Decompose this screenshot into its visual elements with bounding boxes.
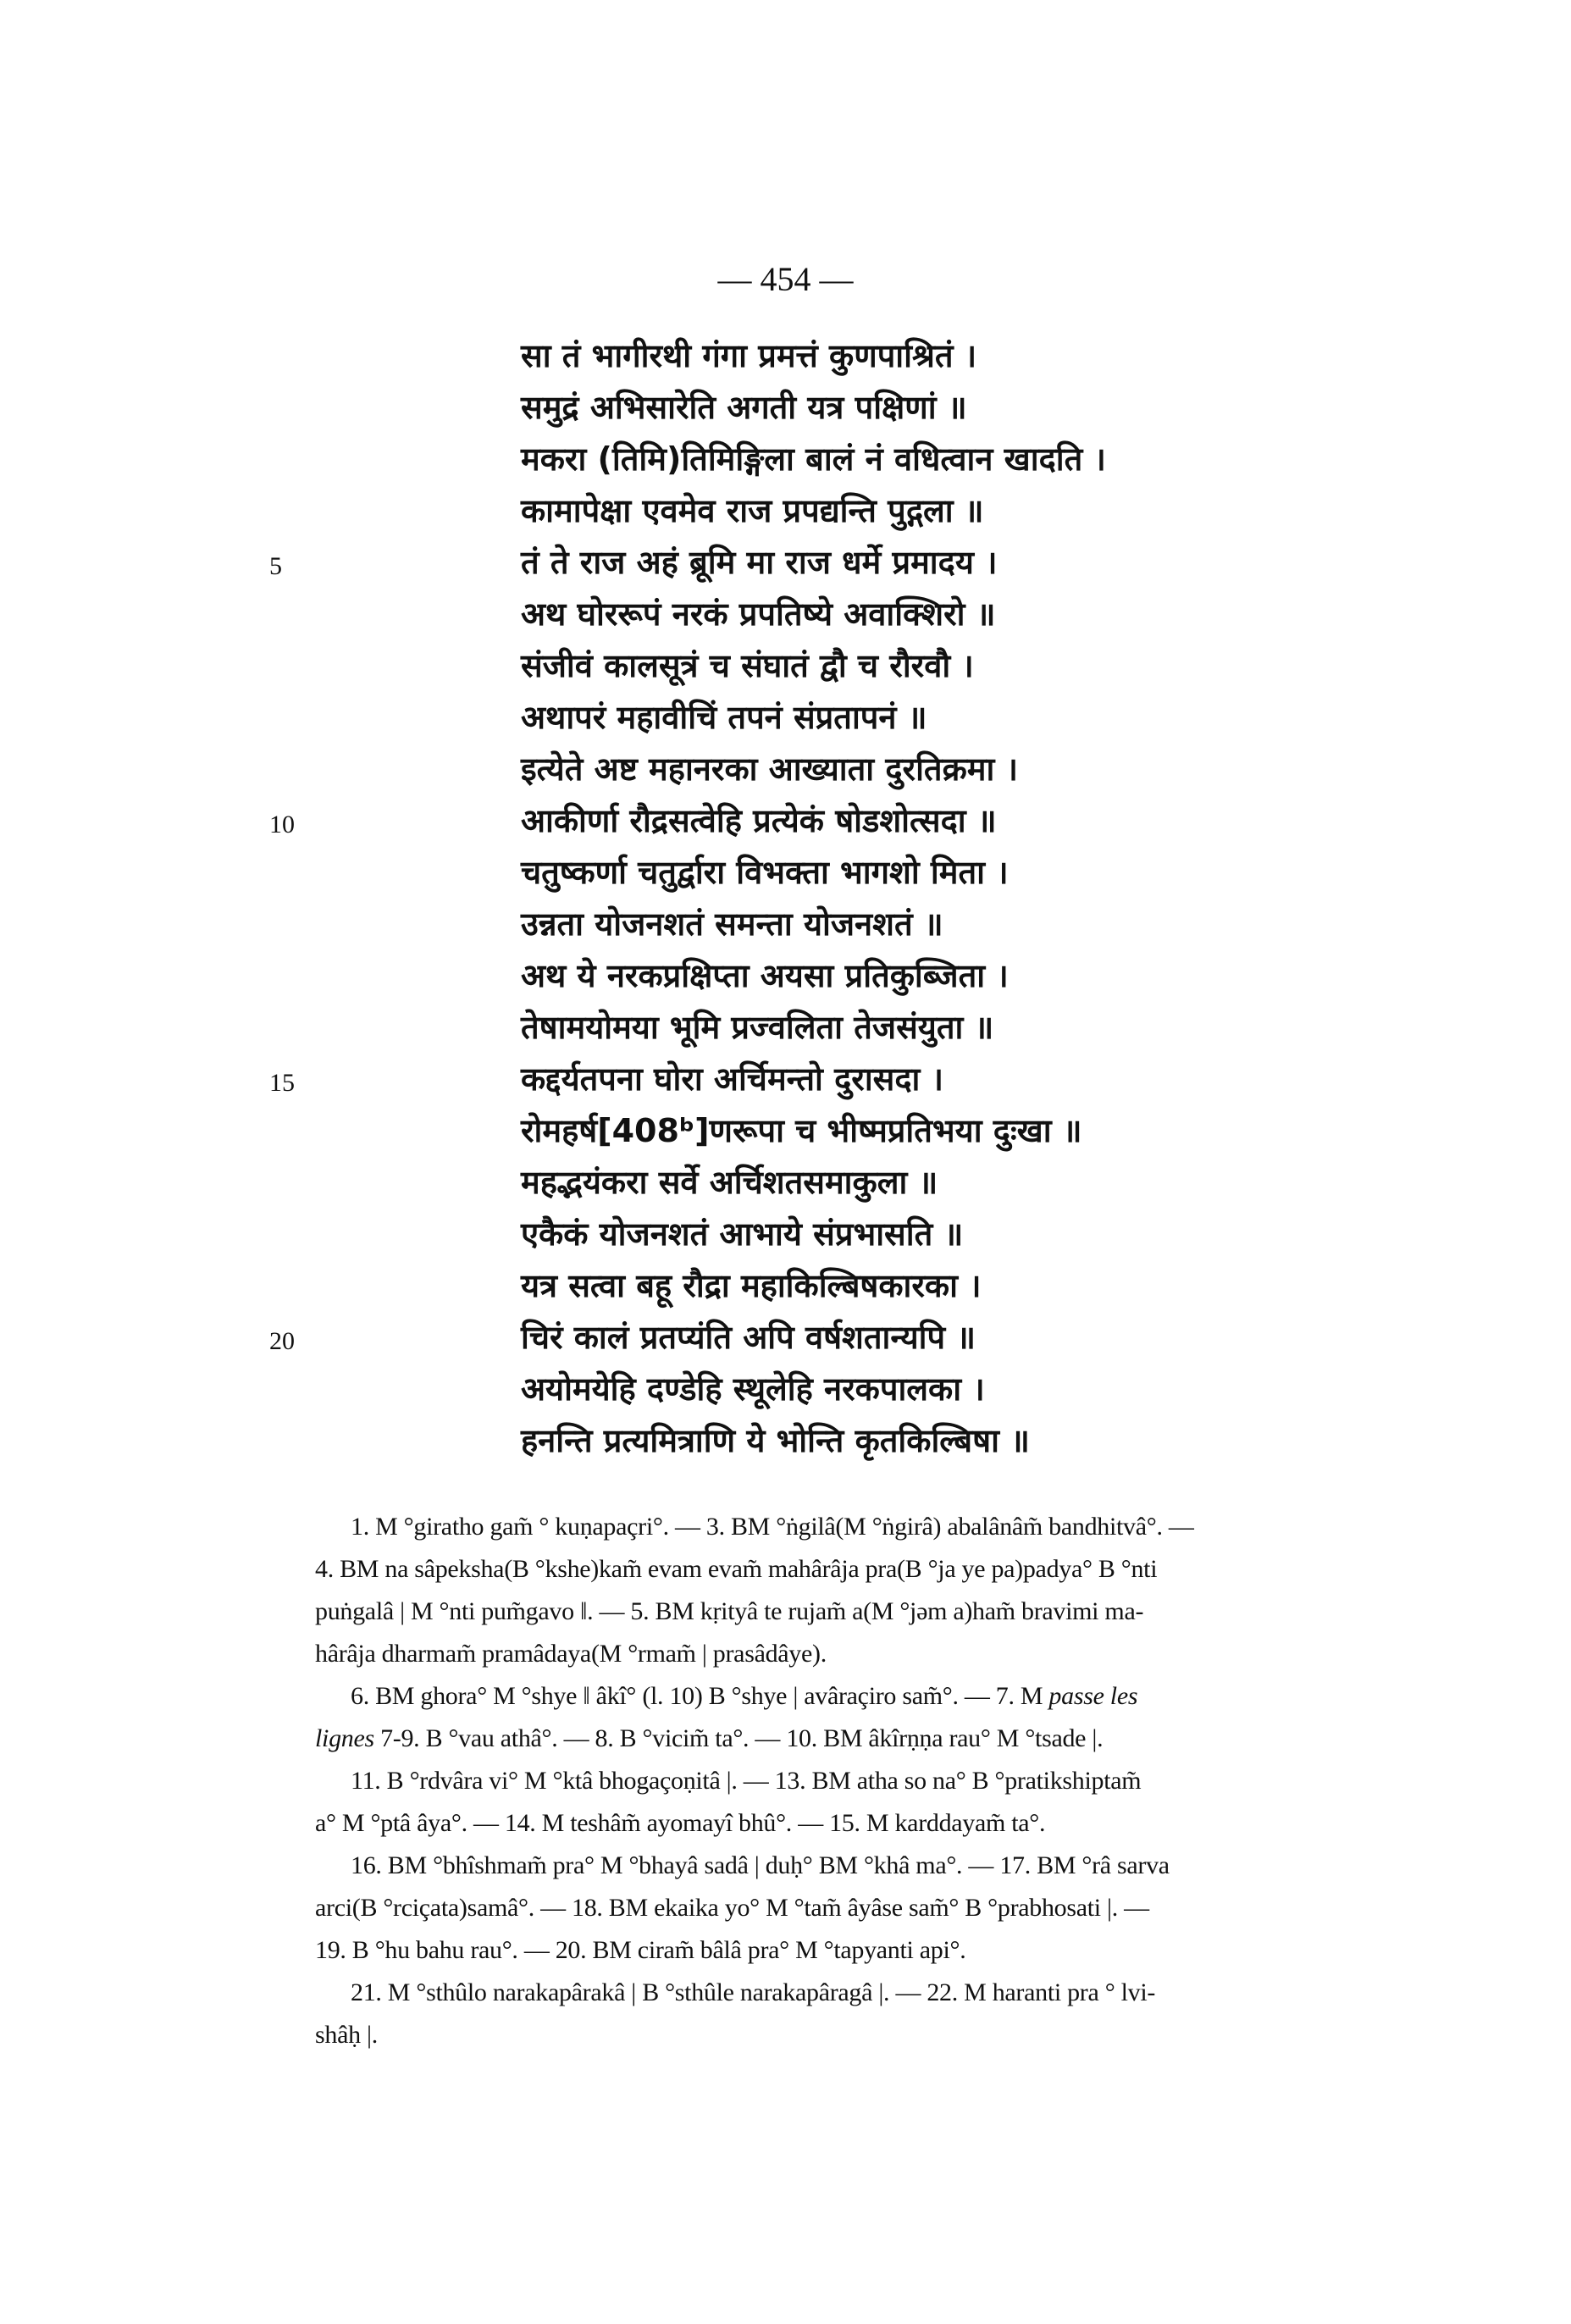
footnote-line: 4. BM na sâpeksha(B °kshe)kam̃ evam evam̃ mahârâja pra(B °ja ye pa)padya° B °nti: [315, 1555, 1158, 1583]
verse-line: एकैकं योजनशतं आभाये संप्रभासति ॥: [521, 1215, 964, 1253]
footnote-line: 19. B °hu bahu rau°. — 20. BM ciram̃ bâlâ pra° M °tapyanti api°.: [315, 1936, 966, 1964]
verse-line: रोमहर्ष[408ᵇ]णरूपा च भीष्मप्रतिभया दुःखा ॥: [521, 1112, 1082, 1149]
verse-line: महद्भयंकरा सर्वे अर्चिशतसमाकुला ॥: [521, 1164, 938, 1201]
verse-line: संजीवं कालसूत्रं च संघातं द्वौ च रौरवौ ।: [521, 647, 974, 684]
footnote-line: shâḥ |.: [315, 2021, 378, 2049]
footnote-line: a° M °ptâ âya°. — 14. M teshâm̃ ayomayî bhû°. — 15. M karddayam̃ ta°.: [315, 1809, 1046, 1837]
footnote-text: 7-9. B °vau athâ°. — 8. B °vicim̃ ta°. — 10. BM âkîrṇṇa rau° M °tsade |.: [373, 1724, 1104, 1752]
sanskrit-verses: [521, 330, 1106, 1467]
footnote-line: 21. M °sthûlo narakapârakâ | B °sthûle narakapâragâ |. — 22. M haranti pra ° lvi-: [351, 1978, 1156, 2006]
verse-line: कामापेक्षा एवमेव राज प्रपद्यन्ति पुद्गला ॥: [521, 492, 984, 529]
verse-line: तेषामयोमया भूमि प्रज्वलिता तेजसंयुता ॥: [521, 1009, 994, 1046]
footnote-italic: passe les: [1048, 1682, 1138, 1710]
footnote-line: 11. B °rdvâra vi° M °ktâ bhogaçoṇitâ |. — 13. BM atha so na° B °pratikshiptam̃: [351, 1767, 1142, 1795]
verse-line: मकरा (तिमि)तिमिङ्गिला बालं नं वधित्वान खादति ।: [521, 440, 1106, 478]
footnote-italic: lignes: [315, 1724, 374, 1752]
footnote-line: puṅgalâ | M °nti pum̃gavo ‖. — 5. BM kṛityâ te rujam̃ a(M °jəm a)ham̃ bravimi ma-: [315, 1597, 1144, 1625]
verse-line: इत्येते अष्ट महानरका आख्याता दुरतिक्रमा ।: [521, 750, 1018, 788]
verse-line: समुद्रं अभिसारेति अगती यत्र पक्षिणां ॥: [521, 389, 967, 426]
verse-line: उन्नता योजनशतं समन्ता योजनशतं ॥: [521, 905, 943, 943]
verse-line: अथ घोररूपं नरकं प्रपतिष्ये अवाक्शिरो ॥: [521, 595, 996, 633]
footnote-line: 16. BM °bhîshmam̃ pra° M °bhayâ sadâ | duḥ° BM °khâ ma°. — 17. BM °râ sarva: [351, 1851, 1170, 1879]
page-number: — 454 —: [717, 260, 854, 298]
footnote-text: 6. BM ghora° M °shye ‖ âkî° (l. 10) B °shye | avâraçiro sam̃°. — 7. M: [351, 1682, 1043, 1710]
verse-line: अथ ये नरकप्रक्षिप्ता अयसा प्रतिकुब्जिता ।: [521, 957, 1009, 994]
verse-line: कद्दर्यतपना घोरा अर्चिमन्तो दुरासदा ।: [521, 1060, 944, 1098]
verse-line: यत्र सत्वा बहू रौद्रा महाकिल्बिषकारका ।: [521, 1267, 982, 1304]
line-number: 5: [269, 552, 282, 580]
line-number: 20: [269, 1327, 295, 1355]
line-number: 15: [269, 1069, 295, 1097]
verse-line: तं ते राज अहं ब्रूमि मा राज धर्मे प्रमादय ।: [521, 544, 998, 581]
footnote-line: arci(B °rciçata)samâ°. — 18. BM ekaika yo° M °tam̃ âyâse sam̃° B °prabhosati |. —: [315, 1894, 1149, 1922]
footnote-line: [315, 1718, 1441, 1760]
footnote-line: [315, 1675, 1441, 1718]
verse-line: हनन्ति प्रत्यमित्राणि ये भोन्ति कृतकिल्बिषा ॥: [521, 1422, 1030, 1459]
footnote-line: hârâja dharmam̃ pramâdaya(M °rmam̃ | prasâdâye).: [315, 1640, 827, 1668]
verse-line: अथापरं महावीचिं तपनं संप्रतापनं ॥: [521, 699, 927, 736]
verse-line: आकीर्णा रौद्रसत्वेहि प्रत्येकं षोडशोत्सदा ॥: [521, 802, 997, 839]
verse-line: चतुष्कर्णा चतुर्द्वारा विभक्ता भागशो मिता ।: [521, 854, 1009, 891]
footnote-line: 1. M °giratho gam̃ ° kuṇapaçri°. — 3. BM °ṅgilâ(M °ṅgirâ) abalânâm̃ bandhitvâ°. —: [351, 1513, 1194, 1541]
verse-line: सा तं भागीरथी गंगा प्रमत्तं कुणपाश्रितं ।: [521, 337, 977, 374]
footnotes: [315, 1506, 1441, 2056]
verse-line: चिरं कालं प्रतप्यंति अपि वर्षशतान्यपि ॥: [521, 1319, 976, 1356]
line-number: 10: [269, 811, 295, 838]
verse-line: अयोमयेहि दण्डेहि स्थूलेहि नरकपालका ।: [521, 1370, 985, 1408]
